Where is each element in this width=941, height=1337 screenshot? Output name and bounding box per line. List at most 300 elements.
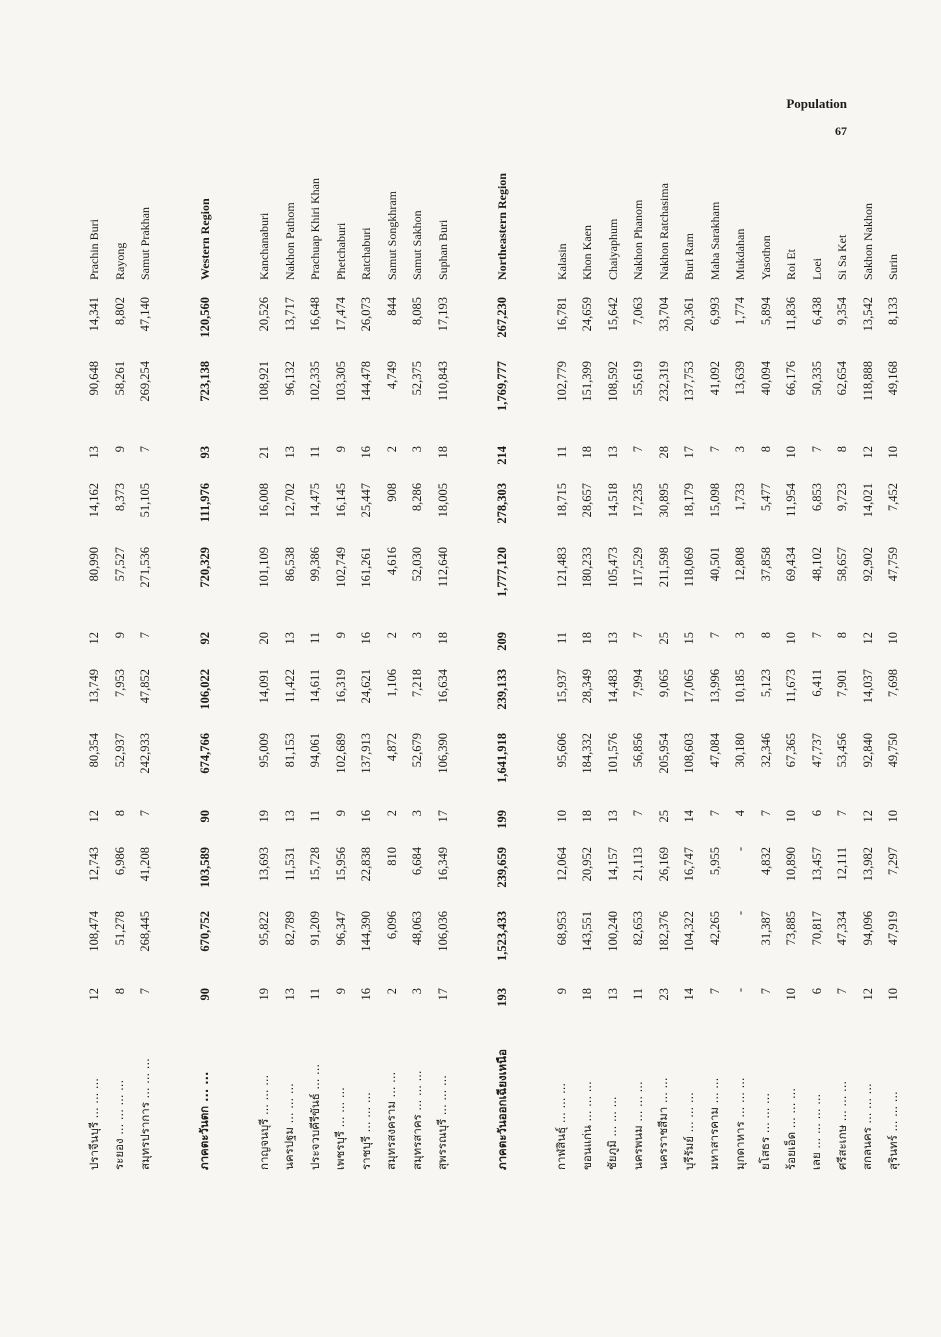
thai-name: กาญจนบุรี ... ... ... [256, 1074, 271, 1170]
value-a-4: 55,619 [631, 361, 646, 396]
count-4: 10 [886, 446, 901, 459]
thai-name: ร้อยเอ็ด ... ... ... [783, 1088, 798, 1170]
value-b-3: 6,853 [809, 483, 824, 512]
value-b-2: 7,698 [886, 669, 901, 698]
value-b-2: 13,996 [707, 669, 722, 704]
thai-name: มุกดาหาร ... ... ... [732, 1077, 747, 1170]
value-a-1: 144,390 [359, 911, 374, 952]
value-b-2: 17,065 [682, 669, 697, 704]
value-b-1: 12,111 [835, 847, 850, 881]
value-a-4: 52,375 [410, 361, 425, 396]
thai-name: นครราชสีมา ... ... [656, 1077, 671, 1170]
value-a-3: 52,030 [410, 547, 425, 582]
value-a-3: 40,501 [707, 547, 722, 582]
english-name: Yasothon [758, 235, 773, 280]
value-a-1: 96,347 [333, 911, 348, 946]
value-b-1: 12,064 [554, 847, 569, 882]
value-a-2: 80,354 [87, 733, 102, 768]
value-a-2: 101,576 [605, 733, 620, 774]
value-b-1: 16,747 [682, 847, 697, 882]
value-a-2: 205,954 [656, 733, 671, 774]
table-row [754, 167, 780, 1172]
value-b-1: 810 [384, 847, 399, 866]
english-name: Samut Sakhon [410, 210, 425, 280]
count-1: 14 [682, 988, 697, 1001]
value-b-3: 30,895 [656, 483, 671, 518]
value-a-1: 48,063 [410, 911, 425, 946]
count-1: 23 [656, 988, 671, 1001]
table-row [805, 167, 831, 1172]
thai-name: สมุทรสาคร ... ... ... [409, 1070, 424, 1170]
value-b-3: 5,477 [758, 483, 773, 512]
english-name: Phetchaburi [333, 222, 348, 280]
spacer-row [516, 167, 550, 1172]
spacer-row [218, 167, 252, 1172]
english-name: Prachin Buri [87, 219, 102, 280]
count-3: 8 [835, 632, 850, 639]
value-b-2: 14,091 [257, 669, 272, 704]
count-3: 16 [359, 632, 374, 645]
value-a-2: 95,606 [554, 733, 569, 768]
value-a-1: 100,240 [605, 911, 620, 952]
value-a-2: 102,689 [333, 733, 348, 774]
english-name: Northeastern Region [495, 173, 510, 280]
count-3: 7 [138, 632, 153, 639]
value-b-2: 16,319 [333, 669, 348, 704]
thai-name: นครปฐม ... ... ... [282, 1083, 297, 1170]
count-4: 18 [435, 446, 450, 459]
value-b-4: 5,894 [758, 297, 773, 326]
count-3: 25 [656, 632, 671, 645]
table-row [677, 167, 703, 1172]
value-a-2: 4,872 [384, 733, 399, 762]
value-b-3: 15,098 [707, 483, 722, 518]
count-1: 7 [707, 988, 722, 995]
value-a-3: 92,902 [860, 547, 875, 582]
count-3: 12 [860, 632, 875, 645]
value-a-1: 108,474 [87, 911, 102, 952]
value-b-4: 844 [384, 297, 399, 316]
count-2: 14 [682, 810, 697, 823]
table-row [626, 167, 652, 1172]
value-a-3: 58,657 [835, 547, 850, 582]
value-a-4: 49,168 [886, 361, 901, 396]
count-4: 7 [809, 446, 824, 453]
value-a-3: 112,640 [435, 547, 450, 588]
value-b-2: 1,106 [384, 669, 399, 698]
count-3: 15 [682, 632, 697, 645]
table-row [779, 167, 805, 1172]
table-row [601, 167, 627, 1172]
value-b-3: 18,715 [554, 483, 569, 518]
count-2: 17 [435, 810, 450, 823]
count-4: 7 [707, 446, 722, 453]
value-a-1: 1,523,433 [495, 911, 510, 961]
count-3: 209 [495, 632, 510, 651]
value-b-4: 13,717 [282, 297, 297, 332]
value-b-4: 15,642 [605, 297, 620, 332]
value-a-4: 1,769,777 [495, 361, 510, 411]
value-a-4: 102,335 [308, 361, 323, 402]
value-b-2: 15,937 [554, 669, 569, 704]
count-4: 8 [835, 446, 850, 453]
value-a-1: 143,551 [580, 911, 595, 952]
value-b-1: 41,208 [138, 847, 153, 882]
value-a-2: 92,840 [860, 733, 875, 768]
count-2: 12 [860, 810, 875, 823]
value-b-3: 28,657 [580, 483, 595, 518]
count-1: 3 [410, 988, 425, 995]
count-2: 2 [384, 810, 399, 817]
count-4: 13 [87, 446, 102, 459]
english-name: Kalasin [554, 243, 569, 280]
value-a-3: 117,529 [631, 547, 646, 588]
count-4: 28 [656, 446, 671, 459]
value-b-4: 7,063 [631, 297, 646, 326]
value-b-1: 5,955 [707, 847, 722, 876]
value-b-1: 22,838 [359, 847, 374, 882]
count-3: 13 [605, 632, 620, 645]
count-2: 3 [410, 810, 425, 817]
table-row [278, 167, 304, 1172]
value-b-4: 9,354 [835, 297, 850, 326]
thai-name: ศรีสะเกษ ... ... ... [834, 1080, 849, 1170]
section-title: Population [786, 96, 847, 111]
count-4: 16 [359, 446, 374, 459]
value-b-2: 16,634 [435, 669, 450, 704]
table-row [82, 167, 108, 1172]
value-a-4: 102,779 [554, 361, 569, 402]
table-row [881, 167, 907, 1172]
value-b-3: 278,303 [495, 483, 510, 524]
value-b-3: 12,702 [282, 483, 297, 518]
value-a-1: 68,953 [554, 911, 569, 946]
thai-name: สกลนคร ... ... ... [860, 1083, 875, 1170]
english-name: Samut Songkhram [384, 191, 399, 280]
count-1: 17 [435, 988, 450, 1001]
value-b-3: 908 [384, 483, 399, 502]
value-a-4: 144,478 [359, 361, 374, 402]
value-b-1: 11,531 [282, 847, 297, 881]
value-b-1: 20,952 [580, 847, 595, 882]
value-a-1: 51,278 [112, 911, 127, 946]
thai-name: สมุทรปราการ ... ... ... [137, 1058, 152, 1170]
english-name: Samut Prakhan [138, 207, 153, 280]
value-a-2: 49,750 [886, 733, 901, 768]
count-1: 18 [580, 988, 595, 1001]
count-4: 10 [784, 446, 799, 459]
value-b-2: 13,749 [87, 669, 102, 704]
value-b-2: 24,621 [359, 669, 374, 704]
value-a-2: 52,937 [112, 733, 127, 768]
count-1: 193 [495, 988, 510, 1007]
value-a-2: 56,856 [631, 733, 646, 768]
population-table [82, 167, 907, 1172]
count-3: 10 [784, 632, 799, 645]
value-b-2: 14,483 [605, 669, 620, 704]
table-row [380, 167, 406, 1172]
count-3: 7 [809, 632, 824, 639]
count-3: 7 [631, 632, 646, 639]
value-b-4: 13,542 [860, 297, 875, 332]
value-a-1: 31,387 [758, 911, 773, 946]
value-a-1: 47,334 [835, 911, 850, 946]
count-1: 16 [359, 988, 374, 1001]
thai-name: สุรินทร์ ... ... ... [885, 1091, 900, 1170]
value-a-4: 108,592 [605, 361, 620, 402]
value-b-4: 8,802 [112, 297, 127, 326]
english-name: Chaiyaphum [605, 218, 620, 280]
value-b-1: 15,956 [333, 847, 348, 882]
value-a-1: 47,919 [886, 911, 901, 946]
value-a-3: 48,102 [809, 547, 824, 582]
count-4: 93 [197, 446, 212, 459]
value-b-1: 239,659 [495, 847, 510, 888]
value-b-4: 11,836 [784, 297, 799, 331]
count-4: 2 [384, 446, 399, 453]
count-1: 6 [809, 988, 824, 995]
value-a-3: 180,233 [580, 547, 595, 588]
count-2: 9 [333, 810, 348, 817]
count-1: 9 [333, 988, 348, 995]
count-1: 11 [308, 988, 323, 1001]
value-a-2: 94,061 [308, 733, 323, 768]
value-a-4: 62,654 [835, 361, 850, 396]
count-4: 18 [580, 446, 595, 459]
table-row [329, 167, 355, 1172]
count-4: 9 [333, 446, 348, 453]
spacer-row [159, 167, 193, 1172]
english-name: Si Sa Ket [835, 234, 850, 280]
value-a-4: 103,305 [333, 361, 348, 402]
spacer-cell [516, 167, 550, 1172]
count-4: 9 [112, 446, 127, 453]
count-4: 13 [605, 446, 620, 459]
value-a-3: 271,536 [138, 547, 153, 588]
value-b-4: 8,085 [410, 297, 425, 326]
count-3: 2 [384, 632, 399, 639]
value-a-2: 53,456 [835, 733, 850, 768]
spacer-cell [218, 167, 252, 1172]
count-4: 17 [682, 446, 697, 459]
count-3: 8 [758, 632, 773, 639]
value-a-2: 47,737 [809, 733, 824, 768]
count-3: 11 [308, 632, 323, 645]
count-1: 90 [197, 988, 212, 1001]
table-row [703, 167, 729, 1172]
value-b-2: 10,185 [733, 669, 748, 704]
value-b-3: 11,954 [784, 483, 799, 517]
value-a-4: 13,639 [733, 361, 748, 396]
table-row [856, 167, 882, 1172]
value-a-2: 30,180 [733, 733, 748, 768]
count-2: 8 [112, 810, 127, 817]
thai-name: บุรีรัมย์ ... ... ... [681, 1092, 696, 1170]
count-3: 92 [197, 632, 212, 645]
value-a-4: 40,094 [758, 361, 773, 396]
count-2: 10 [886, 810, 901, 823]
english-name: Maha Sarakham [707, 201, 722, 280]
thai-name: ระยอง ... ... ... ... [112, 1079, 127, 1170]
table-row [575, 167, 601, 1172]
thai-name: กาฬสินธุ์ ... ... ... [554, 1082, 569, 1170]
count-2: 10 [554, 810, 569, 823]
page-number: 67 [835, 124, 847, 138]
value-a-4: 151,399 [580, 361, 595, 402]
count-1: 9 [554, 988, 569, 995]
count-3: 10 [886, 632, 901, 645]
value-a-3: 69,434 [784, 547, 799, 582]
value-a-3: 161,261 [359, 547, 374, 588]
count-3: 3 [733, 632, 748, 639]
value-b-3: 51,105 [138, 483, 153, 518]
value-a-3: 47,759 [886, 547, 901, 582]
table-row [728, 167, 754, 1172]
value-b-3: 14,475 [308, 483, 323, 518]
value-b-3: 111,976 [197, 483, 212, 523]
value-a-1: 94,096 [860, 911, 875, 946]
value-a-2: 674,766 [197, 733, 212, 774]
value-a-1: 182,376 [656, 911, 671, 952]
value-a-2: 32,346 [758, 733, 773, 768]
thai-name: สุพรรณบุรี ... ... ... [435, 1075, 450, 1170]
count-2: 6 [809, 810, 824, 817]
english-name: Kanchanaburi [257, 212, 272, 280]
value-b-1: 103,589 [197, 847, 212, 888]
thai-name: ชัยภูมิ ... ... ... [605, 1096, 620, 1170]
value-b-1: 21,113 [631, 847, 646, 881]
count-2: 16 [359, 810, 374, 823]
spacer-row [456, 167, 490, 1172]
value-b-3: 18,179 [682, 483, 697, 518]
value-b-4: 120,560 [197, 297, 212, 338]
value-a-3: 118,069 [682, 547, 697, 588]
value-a-1: 268,445 [138, 911, 153, 952]
english-name: Suphan Buri [435, 219, 450, 280]
spacer-cell [456, 167, 490, 1172]
table-row [354, 167, 380, 1172]
value-b-3: 9,723 [835, 483, 850, 512]
english-name: Loei [809, 258, 824, 280]
value-b-1: 6,986 [112, 847, 127, 876]
count-1: 13 [605, 988, 620, 1001]
value-a-4: 110,843 [435, 361, 450, 402]
value-b-4: 24,659 [580, 297, 595, 332]
value-b-4: 17,474 [333, 297, 348, 332]
count-4: 8 [758, 446, 773, 453]
value-a-3: 99,386 [308, 547, 323, 582]
english-name: Buri Ram [682, 233, 697, 280]
count-2: 7 [631, 810, 646, 817]
value-b-3: 7,452 [886, 483, 901, 512]
value-b-2: 9,065 [656, 669, 671, 698]
english-name: Nakhon Phanom [631, 199, 646, 280]
value-a-4: 96,132 [282, 361, 297, 396]
english-name: Roi Et [784, 248, 799, 280]
thai-name: ปราจีนบุรี ... ... ... [86, 1078, 101, 1170]
count-1: 7 [758, 988, 773, 995]
value-a-2: 242,933 [138, 733, 153, 774]
count-3: 18 [580, 632, 595, 645]
count-4: 12 [860, 446, 875, 459]
count-1: 13 [282, 988, 297, 1001]
value-b-4: 14,341 [87, 297, 102, 332]
region-row [490, 167, 516, 1172]
table-row [252, 167, 278, 1172]
count-1: 11 [631, 988, 646, 1001]
value-b-3: 14,021 [860, 483, 875, 518]
value-b-4: 33,704 [656, 297, 671, 332]
value-a-4: 4,749 [384, 361, 399, 390]
count-2: 4 [733, 810, 748, 817]
value-b-1: 26,169 [656, 847, 671, 882]
english-name: Ratchaburi [359, 227, 374, 280]
value-a-2: 52,679 [410, 733, 425, 768]
value-a-1: 70,817 [809, 911, 824, 946]
value-a-2: 1,641,918 [495, 733, 510, 783]
value-b-3: 25,447 [359, 483, 374, 518]
value-a-4: 50,335 [809, 361, 824, 396]
value-a-4: 41,092 [707, 361, 722, 396]
count-3: 20 [257, 632, 272, 645]
value-a-4: 58,261 [112, 361, 127, 396]
value-b-4: 267,230 [495, 297, 510, 338]
value-a-2: 95,009 [257, 733, 272, 768]
count-1: 12 [860, 988, 875, 1001]
english-name: Prachuap Khiri Khan [308, 178, 323, 280]
thai-name: ภาคตะวันออกเฉียงเหนือ [494, 1049, 509, 1170]
value-b-3: 18,005 [435, 483, 450, 518]
value-a-3: 4,616 [384, 547, 399, 576]
value-b-3: 8,286 [410, 483, 425, 512]
english-name: Mukdahan [733, 228, 748, 280]
value-a-1: 106,036 [435, 911, 450, 952]
value-b-3: 16,008 [257, 483, 272, 518]
english-name: Western Region [197, 198, 212, 280]
thai-name: มหาสารคาม ... ... [707, 1077, 722, 1170]
value-a-3: 121,483 [554, 547, 569, 588]
count-3: 11 [554, 632, 569, 645]
count-2: 7 [758, 810, 773, 817]
count-3: 18 [435, 632, 450, 645]
count-1: 12 [87, 988, 102, 1001]
value-b-1: - [733, 847, 748, 852]
value-a-1: 82,789 [282, 911, 297, 946]
table-row [830, 167, 856, 1172]
value-a-1: 42,265 [707, 911, 722, 946]
value-b-2: 7,994 [631, 669, 646, 698]
english-name: Nakhon Pathom [282, 202, 297, 280]
value-b-2: 28,349 [580, 669, 595, 704]
thai-name: นครพนม ... ... ... [630, 1081, 645, 1170]
count-3: 9 [333, 632, 348, 639]
value-b-1: 12,743 [87, 847, 102, 882]
count-3: 7 [707, 632, 722, 639]
value-b-2: 5,123 [758, 669, 773, 698]
count-2: 13 [605, 810, 620, 823]
value-b-4: 20,526 [257, 297, 272, 332]
count-4: 7 [631, 446, 646, 453]
count-2: 10 [784, 810, 799, 823]
count-2: 90 [197, 810, 212, 823]
count-1: 19 [257, 988, 272, 1001]
value-b-1: 15,728 [308, 847, 323, 882]
count-4: 21 [257, 446, 272, 459]
value-a-1: 670,752 [197, 911, 212, 952]
count-1: - [733, 988, 748, 993]
value-b-4: 6,993 [707, 297, 722, 326]
table-row [550, 167, 576, 1172]
